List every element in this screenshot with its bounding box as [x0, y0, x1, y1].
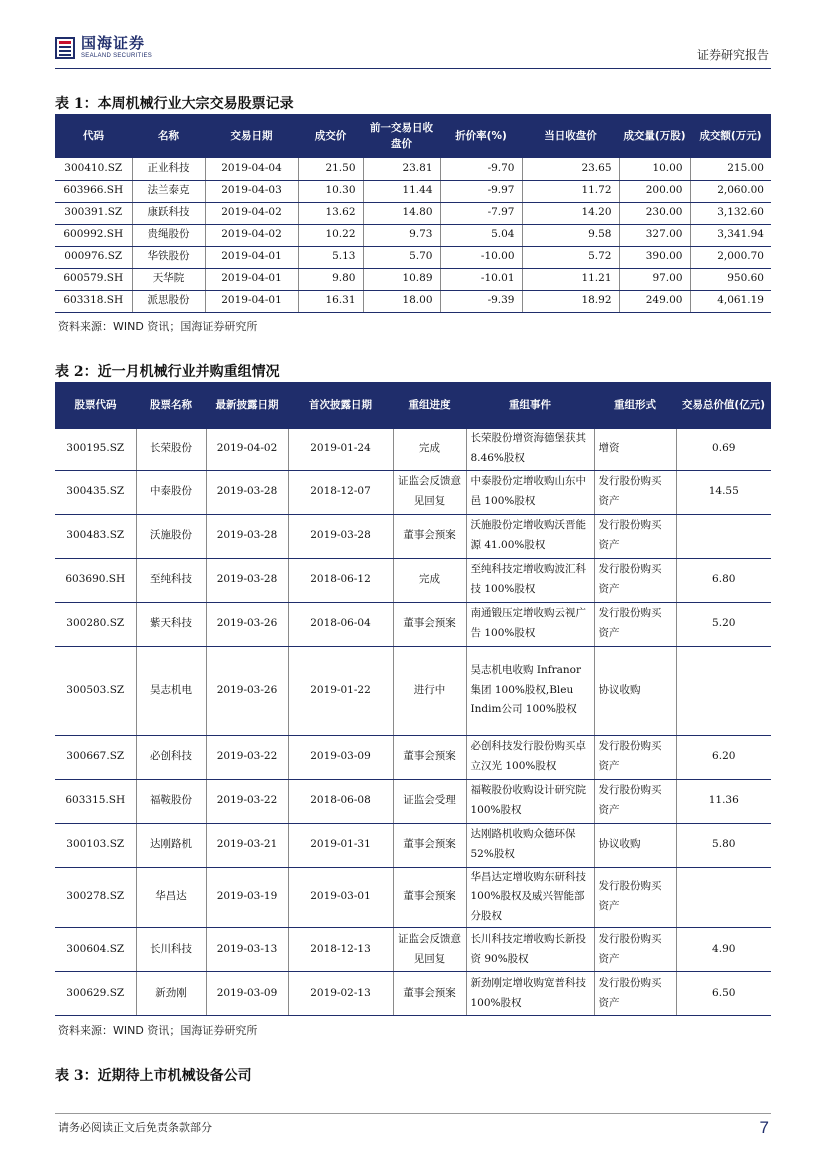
- table2-cell-latest-date: 2019-03-22: [206, 735, 288, 779]
- table1-col-code: 代码: [55, 114, 132, 158]
- table2-cell-latest-date: 2019-03-09: [206, 972, 288, 1016]
- table1-cell-name: 天华院: [132, 268, 205, 290]
- table1-cell-discount: -9.39: [440, 290, 522, 312]
- table2-title: 表 2：近一月机械行业并购重组情况: [55, 364, 280, 380]
- table1-cell-prev-close: 9.73: [363, 224, 440, 246]
- table2-col-event: 重组事件: [466, 382, 594, 429]
- table2-cell-latest-date: 2019-03-28: [206, 470, 288, 514]
- table1-cell-code: 000976.SZ: [55, 246, 132, 268]
- table1-cell-code: 600579.SH: [55, 268, 132, 290]
- table2-cell-first-date: 2019-03-01: [288, 867, 393, 928]
- table1-cell-close: 18.92: [522, 290, 619, 312]
- table2-cell-name: 华昌达: [136, 867, 206, 928]
- table2-cell-code: 300280.SZ: [55, 602, 136, 646]
- table2-col-code: 股票代码: [55, 382, 136, 429]
- table1-cell-price: 5.13: [298, 246, 363, 268]
- table1-cell-price: 13.62: [298, 202, 363, 224]
- table2-cell-first-date: 2019-03-28: [288, 514, 393, 558]
- table2-cell-event: 华昌达定增收购东研科技 100%股权及威兴智能部分股权: [466, 867, 594, 928]
- table2-cell-latest-date: 2019-03-22: [206, 779, 288, 823]
- table2-source: 资料来源：WIND 资讯；国海证券研究所: [58, 1024, 258, 1037]
- table2-cell-name: 至纯科技: [136, 558, 206, 602]
- table1-row: [55, 180, 771, 202]
- table2-cell-latest-date: 2019-03-28: [206, 514, 288, 558]
- table1-col-prev-close: 前一交易日收盘价: [363, 114, 440, 158]
- table2-cell-event: 新劲刚定增收购宽普科技 100%股权: [466, 972, 594, 1016]
- table1-row: [55, 290, 771, 312]
- table2-cell-event: 昊志机电收购 Infranor 集团 100%股权,Bleu Indim公司 100%股权: [466, 646, 594, 735]
- table2-cell-code: 300503.SZ: [55, 646, 136, 735]
- table2-cell-name: 新劲刚: [136, 972, 206, 1016]
- table1-col-name: 名称: [132, 114, 205, 158]
- table2-cell-event: 至纯科技定增收购波汇科技 100%股权: [466, 558, 594, 602]
- table2-cell-first-date: 2019-02-13: [288, 972, 393, 1016]
- table1-cell-close: 9.58: [522, 224, 619, 246]
- table1-row: [55, 268, 771, 290]
- table2-cell-event: 沃施股份定增收购沃晋能源 41.00%股权: [466, 514, 594, 558]
- table2-cell-name: 紫天科技: [136, 602, 206, 646]
- table1-cell-discount: -10.00: [440, 246, 522, 268]
- table2-cell-value: 5.80: [676, 823, 771, 867]
- table1-cell-discount: -9.97: [440, 180, 522, 202]
- table2-row: [55, 602, 771, 646]
- table1-cell-close: 11.72: [522, 180, 619, 202]
- table1-source: 资料来源：WIND 资讯；国海证券研究所: [58, 320, 258, 333]
- table2-row: [55, 972, 771, 1016]
- disclaimer-note: 请务必阅读正文后免责条款部分: [58, 1121, 212, 1134]
- logo-english-name: SEALAND SECURITIES: [81, 53, 153, 59]
- table2-cell-form: 增资: [594, 429, 676, 470]
- table2-cell-form: 发行股份购买资产: [594, 928, 676, 972]
- table2-cell-progress: 董事会预案: [393, 514, 466, 558]
- table1-cell-trade-date: 2019-04-01: [205, 268, 298, 290]
- table2-cell-latest-date: 2019-03-21: [206, 823, 288, 867]
- table2-cell-first-date: 2018-06-04: [288, 602, 393, 646]
- table2-cell-value: [676, 514, 771, 558]
- table2-cell-progress: 证监会反馈意见回复: [393, 470, 466, 514]
- table1-cell-close: 14.20: [522, 202, 619, 224]
- table1-cell-volume: 390.00: [619, 246, 690, 268]
- table2-cell-event: 南通锻压定增收购云视广告 100%股权: [466, 602, 594, 646]
- table2-cell-name: 沃施股份: [136, 514, 206, 558]
- table2-cell-event: 福鞍股份收购设计研究院 100%股权: [466, 779, 594, 823]
- table1-cell-prev-close: 11.44: [363, 180, 440, 202]
- table2-col-progress: 重组进度: [393, 382, 466, 429]
- table1-cell-amount: 4,061.19: [690, 290, 771, 312]
- table1-cell-trade-date: 2019-04-01: [205, 290, 298, 312]
- table1-cell-prev-close: 18.00: [363, 290, 440, 312]
- table2-cell-event: 长川科技定增收购长新投资 90%股权: [466, 928, 594, 972]
- table2-cell-name: 福鞍股份: [136, 779, 206, 823]
- table1-cell-volume: 200.00: [619, 180, 690, 202]
- table2-cell-progress: 证监会反馈意见回复: [393, 928, 466, 972]
- table1-cell-price: 10.22: [298, 224, 363, 246]
- table2-cell-progress: 完成: [393, 558, 466, 602]
- table2-cell-code: 300103.SZ: [55, 823, 136, 867]
- table1-cell-price: 21.50: [298, 158, 363, 180]
- table1-cell-price: 16.31: [298, 290, 363, 312]
- table2-row: [55, 867, 771, 928]
- logo-chinese-name: 国海证券: [81, 34, 146, 52]
- table1-cell-price: 10.30: [298, 180, 363, 202]
- page-number: 7: [759, 1118, 769, 1137]
- table2-cell-name: 长荣股份: [136, 429, 206, 470]
- table1-cell-code: 603318.SH: [55, 290, 132, 312]
- table2-cell-latest-date: 2019-03-26: [206, 646, 288, 735]
- table1-cell-prev-close: 23.81: [363, 158, 440, 180]
- table2-cell-progress: 董事会预案: [393, 735, 466, 779]
- block-trade-table: [55, 114, 771, 313]
- table1-row: [55, 158, 771, 180]
- table2-cell-event: 必创科技发行股份购买卓立汉光 100%股权: [466, 735, 594, 779]
- table1-col-price: 成交价: [298, 114, 363, 158]
- table1-cell-price: 9.80: [298, 268, 363, 290]
- table2-cell-code: 300483.SZ: [55, 514, 136, 558]
- table2-row: [55, 429, 771, 470]
- table2-cell-latest-date: 2019-03-26: [206, 602, 288, 646]
- table1-cell-volume: 327.00: [619, 224, 690, 246]
- footer-divider: [55, 1113, 771, 1114]
- table1-cell-trade-date: 2019-04-01: [205, 246, 298, 268]
- table1-cell-name: 派思股份: [132, 290, 205, 312]
- table1-cell-code: 300391.SZ: [55, 202, 132, 224]
- table1-row: [55, 224, 771, 246]
- table1-col-discount: 折价率(%): [440, 114, 522, 158]
- table2-cell-form: 发行股份购买资产: [594, 602, 676, 646]
- table2-cell-code: 603690.SH: [55, 558, 136, 602]
- table2-cell-code: 300667.SZ: [55, 735, 136, 779]
- table2-cell-progress: 进行中: [393, 646, 466, 735]
- table2-cell-form: 发行股份购买资产: [594, 470, 676, 514]
- table1-cell-discount: -7.97: [440, 202, 522, 224]
- table2-cell-first-date: 2018-06-12: [288, 558, 393, 602]
- table1-cell-amount: 3,341.94: [690, 224, 771, 246]
- table1-cell-name: 贵绳股份: [132, 224, 205, 246]
- table2-cell-name: 昊志机电: [136, 646, 206, 735]
- table2-cell-form: 发行股份购买资产: [594, 972, 676, 1016]
- table2-col-first-date: 首次披露日期: [288, 382, 393, 429]
- table1-cell-name: 正业科技: [132, 158, 205, 180]
- merger-restructuring-table: [55, 382, 771, 1016]
- report-type-label: 证券研究报告: [696, 48, 769, 62]
- table2-cell-first-date: 2018-12-13: [288, 928, 393, 972]
- table1-cell-code: 600992.SH: [55, 224, 132, 246]
- table2-cell-code: 300435.SZ: [55, 470, 136, 514]
- table2-cell-value: 6.20: [676, 735, 771, 779]
- table2-row: [55, 779, 771, 823]
- table2-cell-progress: 董事会预案: [393, 867, 466, 928]
- company-logo: [55, 36, 152, 59]
- table2-cell-latest-date: 2019-03-28: [206, 558, 288, 602]
- table2-cell-form: 发行股份购买资产: [594, 514, 676, 558]
- sealand-logo-icon: [55, 37, 75, 59]
- table2-cell-value: 11.36: [676, 779, 771, 823]
- table2-cell-first-date: 2019-03-09: [288, 735, 393, 779]
- table2-cell-value: 14.55: [676, 470, 771, 514]
- table2-cell-value: 6.50: [676, 972, 771, 1016]
- table1-cell-close: 11.21: [522, 268, 619, 290]
- table2-row: [55, 646, 771, 735]
- table2-cell-first-date: 2019-01-24: [288, 429, 393, 470]
- table2-col-latest-date: 最新披露日期: [206, 382, 288, 429]
- table2-cell-first-date: 2018-12-07: [288, 470, 393, 514]
- table2-cell-first-date: 2018-06-08: [288, 779, 393, 823]
- table3-title: 表 3：近期待上市机械设备公司: [55, 1068, 252, 1084]
- table2-cell-latest-date: 2019-03-13: [206, 928, 288, 972]
- table1-col-amount: 成交额(万元): [690, 114, 771, 158]
- table2-cell-value: 6.80: [676, 558, 771, 602]
- table2-col-name: 股票名称: [136, 382, 206, 429]
- table1-col-trade-date: 交易日期: [205, 114, 298, 158]
- table1-cell-prev-close: 14.80: [363, 202, 440, 224]
- table1-cell-trade-date: 2019-04-02: [205, 202, 298, 224]
- table2-cell-progress: 证监会受理: [393, 779, 466, 823]
- table2-cell-progress: 董事会预案: [393, 602, 466, 646]
- table2-cell-code: 300629.SZ: [55, 972, 136, 1016]
- table2-cell-name: 中泰股份: [136, 470, 206, 514]
- table2-cell-progress: 完成: [393, 429, 466, 470]
- table2-cell-first-date: 2019-01-31: [288, 823, 393, 867]
- table2-cell-form: 发行股份购买资产: [594, 558, 676, 602]
- table2-row: [55, 928, 771, 972]
- table2-cell-name: 必创科技: [136, 735, 206, 779]
- table2-cell-value: [676, 646, 771, 735]
- table1-cell-volume: 97.00: [619, 268, 690, 290]
- table2-col-value: 交易总价值(亿元): [676, 382, 771, 429]
- table2-cell-progress: 董事会预案: [393, 972, 466, 1016]
- table1-cell-trade-date: 2019-04-03: [205, 180, 298, 202]
- table1-cell-volume: 249.00: [619, 290, 690, 312]
- table2-cell-latest-date: 2019-04-02: [206, 429, 288, 470]
- table2-cell-value: [676, 867, 771, 928]
- table1-cell-code: 603966.SH: [55, 180, 132, 202]
- table2-cell-form: 协议收购: [594, 823, 676, 867]
- table1-cell-name: 康跃科技: [132, 202, 205, 224]
- table1-cell-name: 华铁股份: [132, 246, 205, 268]
- table2-row: [55, 735, 771, 779]
- table2-row: [55, 514, 771, 558]
- table1-cell-prev-close: 5.70: [363, 246, 440, 268]
- table2-row: [55, 823, 771, 867]
- table2-cell-progress: 董事会预案: [393, 823, 466, 867]
- table2-cell-value: 5.20: [676, 602, 771, 646]
- table2-row: [55, 558, 771, 602]
- table2-cell-latest-date: 2019-03-19: [206, 867, 288, 928]
- table1-cell-amount: 950.60: [690, 268, 771, 290]
- table2-cell-event: 达刚路机收购众德环保 52%股权: [466, 823, 594, 867]
- table1-col-volume: 成交量(万股): [619, 114, 690, 158]
- table2-cell-code: 603315.SH: [55, 779, 136, 823]
- table1-cell-discount: -10.01: [440, 268, 522, 290]
- table2-cell-code: 300604.SZ: [55, 928, 136, 972]
- table1-row: [55, 246, 771, 268]
- table2-cell-form: 发行股份购买资产: [594, 867, 676, 928]
- page-header: [55, 34, 771, 66]
- table1-cell-trade-date: 2019-04-02: [205, 224, 298, 246]
- table2-cell-event: 长荣股份增资海德堡获其 8.46%股权: [466, 429, 594, 470]
- table2-cell-code: 300278.SZ: [55, 867, 136, 928]
- table1-cell-prev-close: 10.89: [363, 268, 440, 290]
- table1-col-close: 当日收盘价: [522, 114, 619, 158]
- table1-cell-volume: 10.00: [619, 158, 690, 180]
- table1-cell-code: 300410.SZ: [55, 158, 132, 180]
- table1-row: [55, 202, 771, 224]
- table1-cell-volume: 230.00: [619, 202, 690, 224]
- table1-cell-name: 法兰泰克: [132, 180, 205, 202]
- table2-cell-code: 300195.SZ: [55, 429, 136, 470]
- table1-cell-close: 23.65: [522, 158, 619, 180]
- table2-cell-form: 发行股份购买资产: [594, 779, 676, 823]
- table1-cell-discount: 5.04: [440, 224, 522, 246]
- table2-row: [55, 470, 771, 514]
- table1-title: 表 1：本周机械行业大宗交易股票记录: [55, 96, 294, 112]
- table1-cell-amount: 2,000.70: [690, 246, 771, 268]
- table1-cell-amount: 2,060.00: [690, 180, 771, 202]
- table1-cell-amount: 3,132.60: [690, 202, 771, 224]
- table2-cell-form: 协议收购: [594, 646, 676, 735]
- header-divider: [55, 68, 771, 69]
- table2-cell-name: 长川科技: [136, 928, 206, 972]
- table2-cell-value: 0.69: [676, 429, 771, 470]
- table2-col-form: 重组形式: [594, 382, 676, 429]
- table2-cell-form: 发行股份购买资产: [594, 735, 676, 779]
- table2-cell-event: 中泰股份定增收购山东中邑 100%股权: [466, 470, 594, 514]
- table1-cell-close: 5.72: [522, 246, 619, 268]
- table2-cell-name: 达刚路机: [136, 823, 206, 867]
- table2-cell-first-date: 2019-01-22: [288, 646, 393, 735]
- table2-header-row: [55, 382, 771, 429]
- table1-cell-discount: -9.70: [440, 158, 522, 180]
- table1-header-row: [55, 114, 771, 158]
- table1-cell-trade-date: 2019-04-04: [205, 158, 298, 180]
- table2-cell-value: 4.90: [676, 928, 771, 972]
- table1-cell-amount: 215.00: [690, 158, 771, 180]
